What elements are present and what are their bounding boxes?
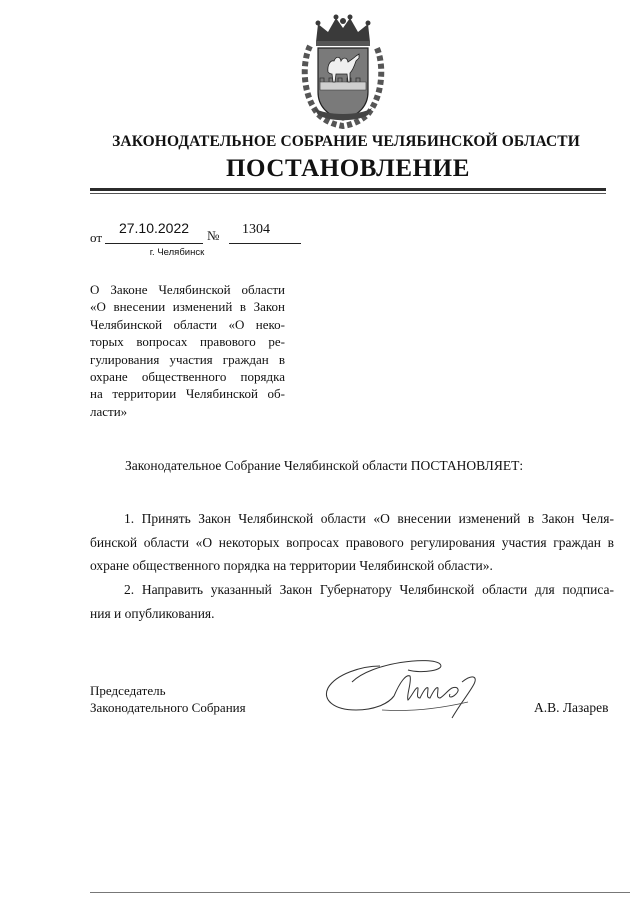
signer-name: А.В. Лазарев [534, 700, 609, 715]
header-rule-thin [90, 193, 606, 194]
item-line: охране общественного порядка на территории Челябинской области». [90, 558, 493, 573]
date-prefix: от [90, 230, 103, 245]
handwritten-signature [322, 652, 492, 724]
item-line: 2. Направить указанный Закон Губернатору Челябинской области для подписа- [124, 582, 614, 597]
signer-title-line: Законодательного Собрания [90, 700, 246, 715]
item-line: бинской области «О некоторых вопросах правового регулирования участия граждан в [90, 534, 614, 550]
organization-title: ЗАКОНОДАТЕЛЬНОЕ СОБРАНИЕ ЧЕЛЯБИНСКОЙ ОБЛАСТИ [112, 133, 580, 150]
document-number: 1304 [242, 222, 270, 237]
subject-line: «О внесении изменений в Закон [90, 299, 285, 315]
signer-title [90, 682, 246, 716]
subject-line: на территории Челябинской об- [90, 386, 285, 402]
document-type-title: ПОСТАНОВЛЕНИЕ [225, 155, 471, 182]
page-bottom-rule [90, 892, 630, 893]
document-subject [90, 281, 285, 420]
subject-line: охране общественного порядка [90, 369, 285, 385]
number-prefix: № [207, 228, 220, 243]
item-line: 1. Принять Закон Челябинской области «О внесении изменений в Закон Челя- [124, 511, 614, 526]
subject-line: гулирования участия граждан в [90, 351, 285, 367]
chelyabinsk-coat-of-arms-icon [296, 12, 390, 130]
resolution-item-2 [90, 578, 614, 625]
item-line: ния и опубликования. [90, 605, 215, 621]
subject-line: ласти» [90, 403, 128, 419]
subject-line: Челябинской области «О неко- [90, 316, 285, 332]
number-underline [229, 243, 301, 244]
signer-title-line: Председатель [90, 683, 166, 698]
document-date: 27.10.2022 [118, 220, 190, 236]
subject-line: О Законе Челябинской области [90, 282, 285, 297]
header-rule-thick [90, 188, 606, 191]
subject-line: торых вопросах правового ре- [90, 334, 285, 350]
city-label: г. Челябинск [149, 247, 205, 258]
resolution-item-1 [90, 507, 614, 578]
date-underline [105, 243, 203, 244]
preamble: Законодательное Собрание Челябинской области ПОСТАНОВЛЯЕТ: [125, 458, 524, 473]
